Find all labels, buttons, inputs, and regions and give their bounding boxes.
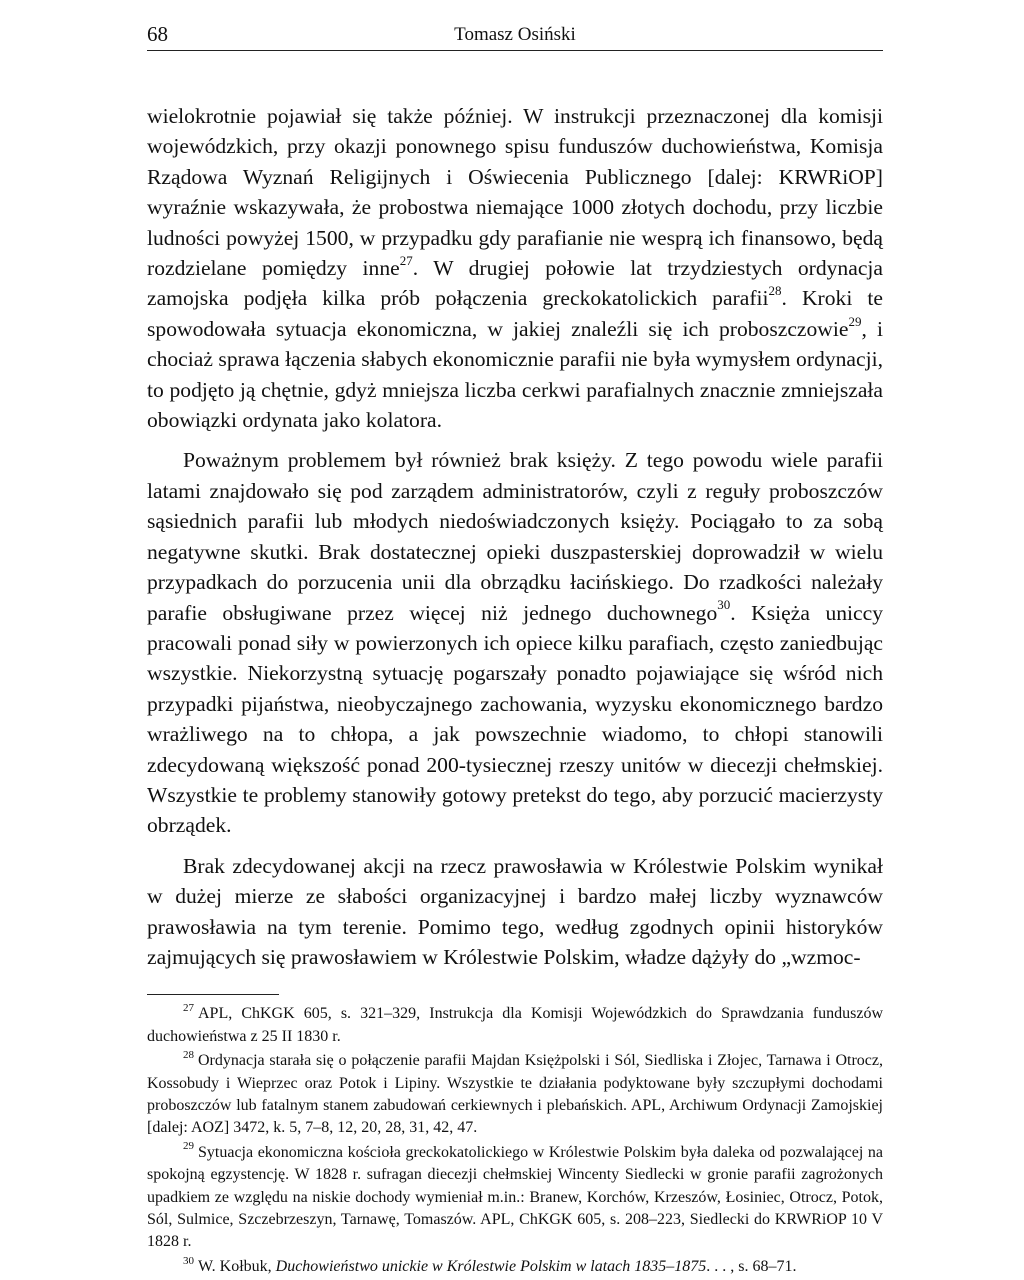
footnotes xyxy=(147,1003,883,1278)
body-text xyxy=(147,101,883,972)
footnote-text: APL, ChKGK 605, s. 321–329, Instrukcja dla Komisji Wojewódzkich do Sprawdzania funduszów duchowieństwa z 25 II 1830 r. xyxy=(147,1005,883,1045)
footnote-ref-29: 29 xyxy=(848,313,862,329)
paragraph-3-text-1: Brak zdecydowanej akcji na rzecz prawosławia w Królestwie Polskim wynikał w dużej mierze ze słabości organizacyjnej i bardzo małej liczby wyznawców prawosławia na tym terenie. Pomimo tego, według zgodnych opinii historyków zajmujących się prawosławiem w Królestwie Polskim, władze dążyły do „wzmoc- xyxy=(147,853,883,969)
footnote-number: 28 xyxy=(183,1048,194,1061)
footnote-text: Ordynacja starała się o połączenie parafii Majdan Księżpolski i Sól, Siedliska i Złojec, Tarnawa i Otrocz, Kossobudy i Wieprzec oraz Potok i Lipiny. Wszystkie te działania podyktowane były szczupłymi dochodami proboszczów lub fatalnym stanem zabudowań cerkiewnych i plebańskich. APL, Archiwum Ordynacji Zamojskiej [dalej: AOZ] 3472, k. 5, 7–8, 12, 20, 28, 31, 42, 47. xyxy=(147,1052,883,1137)
paragraph-2-text-2: . Księża uniccy pracowali ponad siły w powierzonych ich opiece kilku parafiach, często zaniedbując wszystkie. Niekorzystną sytuację pogarszały ponadto pojawiające się wśród nich przypadki pijaństwa, nieobyczajnego zachowania, wyzysku ekonomicznego bardzo wrażliwego na to chłopa, a jak powszechnie wiadomo, to chłopi stanowili zdecydowaną większość ponad 200-tysiecznej rzeszy unitów w diecezji chełmskiej. Wszystkie te problemy stanowiły gotowy pretekst do tego, aby porzucić macierzysty obrządek. xyxy=(147,600,883,838)
paragraph-1 xyxy=(147,101,883,435)
footnote-30 xyxy=(147,1256,883,1278)
paragraph-1-text-2: . W drugiej połowie lat trzydziestych ordynacja zamojska podjęła kilka prób połączenia greckokatolickich parafii xyxy=(147,256,883,311)
paragraph-2-text-1: Poważnym problemem był również brak księży. Z tego powodu wiele parafii latami znajdowało się pod zarządem administratorów, czyli z reguły proboszczów sąsiednich parafii lub młodych niedoświadczonych księży. Pociągało to za sobą negatywne skutki. Brak dostatecznej opieki duszpasterskiej doprowadził w wielu przypadkach do porzucenia unii dla obrządku łacińskiego. Do rzadkości należały parafie obsługiwane przez więcej niż jednego duchownego xyxy=(147,448,883,625)
footnote-separator xyxy=(147,994,279,995)
footnote-text-post: . . . , s. 68–71. xyxy=(706,1257,797,1275)
footnote-number: 27 xyxy=(183,1002,194,1015)
footnote-ref-30: 30 xyxy=(717,597,731,613)
paragraph-1-text-1: wielokrotnie pojawiał się także później. W instrukcji przeznaczonej dla komisji wojewódzkich, przy okazji ponownego spisu funduszów duchowieństwa, Komisja Rządowa Wyznań Religijnych i Oświecenia Publicznego [dalej: KRWRiOP] wyraźnie wskazywała, że probostwa niemające 1000 złotych dochodu, przy liczbie ludności powyżej 1500, w przypadku gdy parafianie nie wesprą ich finansowo, będą rozdzielane pomiędzy inne xyxy=(147,104,883,281)
footnote-ref-28: 28 xyxy=(768,283,782,299)
paragraph-3 xyxy=(147,851,883,973)
running-head-author: Tomasz Osiński xyxy=(454,24,576,45)
footnote-number: 29 xyxy=(183,1140,194,1153)
footnote-ref-27: 27 xyxy=(399,252,413,268)
page-number: 68 xyxy=(147,22,168,46)
paragraph-2 xyxy=(147,445,883,840)
paragraph-1-text-4: , i chociaż sprawa łączenia słabych ekonomicznie parafii nie była wymysłem ordynacji, to podjęto ją chętnie, gdyż mniejsza liczba cerkwi parafialnych znacznie zmniejszała obowiązki ordynata jako kolatora. xyxy=(147,316,884,433)
footnote-27 xyxy=(147,1003,883,1048)
footnote-book-title: Duchowieństwo unickie w Królestwie Polskim w latach 1835–1875 xyxy=(275,1257,707,1275)
footnote-number: 30 xyxy=(183,1254,194,1267)
footnote-text-pre: W. Kołbuk, xyxy=(198,1257,276,1275)
footnote-text: Sytuacja ekonomiczna kościoła greckokatolickiego w Królestwie Polskim była daleka od pozwalającej na spokojną egzystencję. W 1828 r. sufragan diecezji chełmskiej Wincenty Siedlecki w gronie parafii zagrożonych upadkiem ze względu na niskie dochody wymieniał m.in.: Branew, Korchów, Krzeszów, Łosiniec, Otrocz, Potok, Sól, Sulmice, Szczebrzeszyn, Tarnawę, Tomaszów. APL, ChKGK 605, s. 208–223, Siedlecki do KRWRiOP 10 V 1828 r. xyxy=(147,1143,883,1251)
running-head xyxy=(147,18,883,51)
paragraph-1-text-3: . Kroki te spowodowała sytuacja ekonomiczna, w jakiej znaleźli się ich proboszczowie xyxy=(147,286,883,341)
footnote-29 xyxy=(147,1142,883,1254)
footnote-28 xyxy=(147,1050,883,1140)
page xyxy=(147,18,883,1280)
